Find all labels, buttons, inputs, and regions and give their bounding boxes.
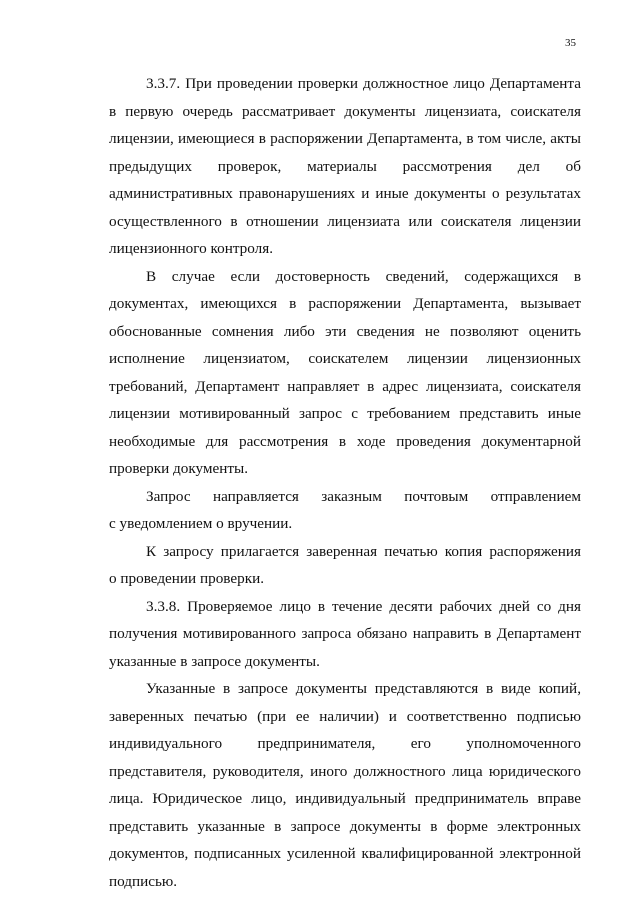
text-line: представителя, руководителя, иного должностного лица юридического — [109, 762, 581, 780]
text-line: документов, подписанных усиленной квалифицированной электронной — [109, 845, 581, 862]
text-line: предыдущих проверок, материалы рассмотрения дел об — [109, 157, 581, 175]
paragraph-3-3-8 — [109, 593, 581, 676]
text-line: подписью. — [109, 872, 178, 890]
paragraph-reliability — [109, 263, 581, 483]
document-body — [109, 70, 581, 895]
text-line: 3.3.7. При проведении проверки должностное лицо Департамента — [146, 75, 581, 92]
text-line: Указанные в запросе документы представляются в виде копий, — [146, 680, 581, 697]
text-line: обоснованные сомнения либо эти сведения не позволяют оценить — [109, 322, 581, 340]
text-line: представить указанные в запросе документы в форме электронных — [109, 817, 581, 835]
text-line: индивидуального предпринимателя, его уполномоченного — [109, 735, 581, 752]
text-line: лицензии мотивированный запрос с требованием представить иные — [109, 405, 581, 422]
page-number: 35 — [565, 37, 576, 49]
text-line: в первую очередь рассматривает документы лицензиата, соискателя — [109, 102, 581, 120]
text-line: лица. Юридическое лицо, индивидуальный предприниматель вправе — [109, 790, 581, 807]
text-line: лицензионного контроля. — [109, 240, 274, 257]
text-line: Запрос направляется заказным почтовым отправлением — [146, 487, 581, 505]
text-line: исполнение лицензиатом, соискателем лицензии лицензионных — [109, 350, 581, 367]
text-line: проверки документы. — [109, 460, 249, 477]
paragraph-request-mail — [109, 483, 581, 538]
text-line: осуществленного в отношении лицензиата или соискателя лицензии — [109, 212, 581, 230]
paragraph-documents-form — [109, 675, 581, 895]
text-line: необходимые для рассмотрения в ходе проведения документарной — [109, 432, 581, 450]
text-line: требований, Департамент направляет в адрес лицензиата, соискателя — [109, 377, 581, 395]
text-line: о проведении проверки. — [109, 570, 265, 587]
text-line: получения мотивированного запроса обязано направить в Департамент — [109, 625, 581, 642]
text-line: 3.3.8. Проверяемое лицо в течение десяти рабочих дней со дня — [146, 597, 581, 615]
text-line: лицензии, имеющиеся в распоряжении Департамента, в том числе, акты — [109, 130, 581, 147]
text-line: документах, имеющихся в распоряжении Департамента, вызывает — [109, 295, 581, 312]
text-line: В случае если достоверность сведений, содержащихся в — [146, 267, 581, 285]
text-line: заверенных печатью (при ее наличии) и соответственно подписью — [109, 707, 581, 725]
paragraph-request-attachment — [109, 538, 581, 593]
text-line: с уведомлением о вручении. — [109, 515, 293, 532]
text-line: К запросу прилагается заверенная печатью копия распоряжения — [146, 542, 581, 560]
text-line: указанные в запросе документы. — [109, 652, 320, 670]
text-line: административных правонарушениях и иные документы о результатах — [109, 185, 581, 202]
paragraph-3-3-7 — [109, 70, 581, 263]
